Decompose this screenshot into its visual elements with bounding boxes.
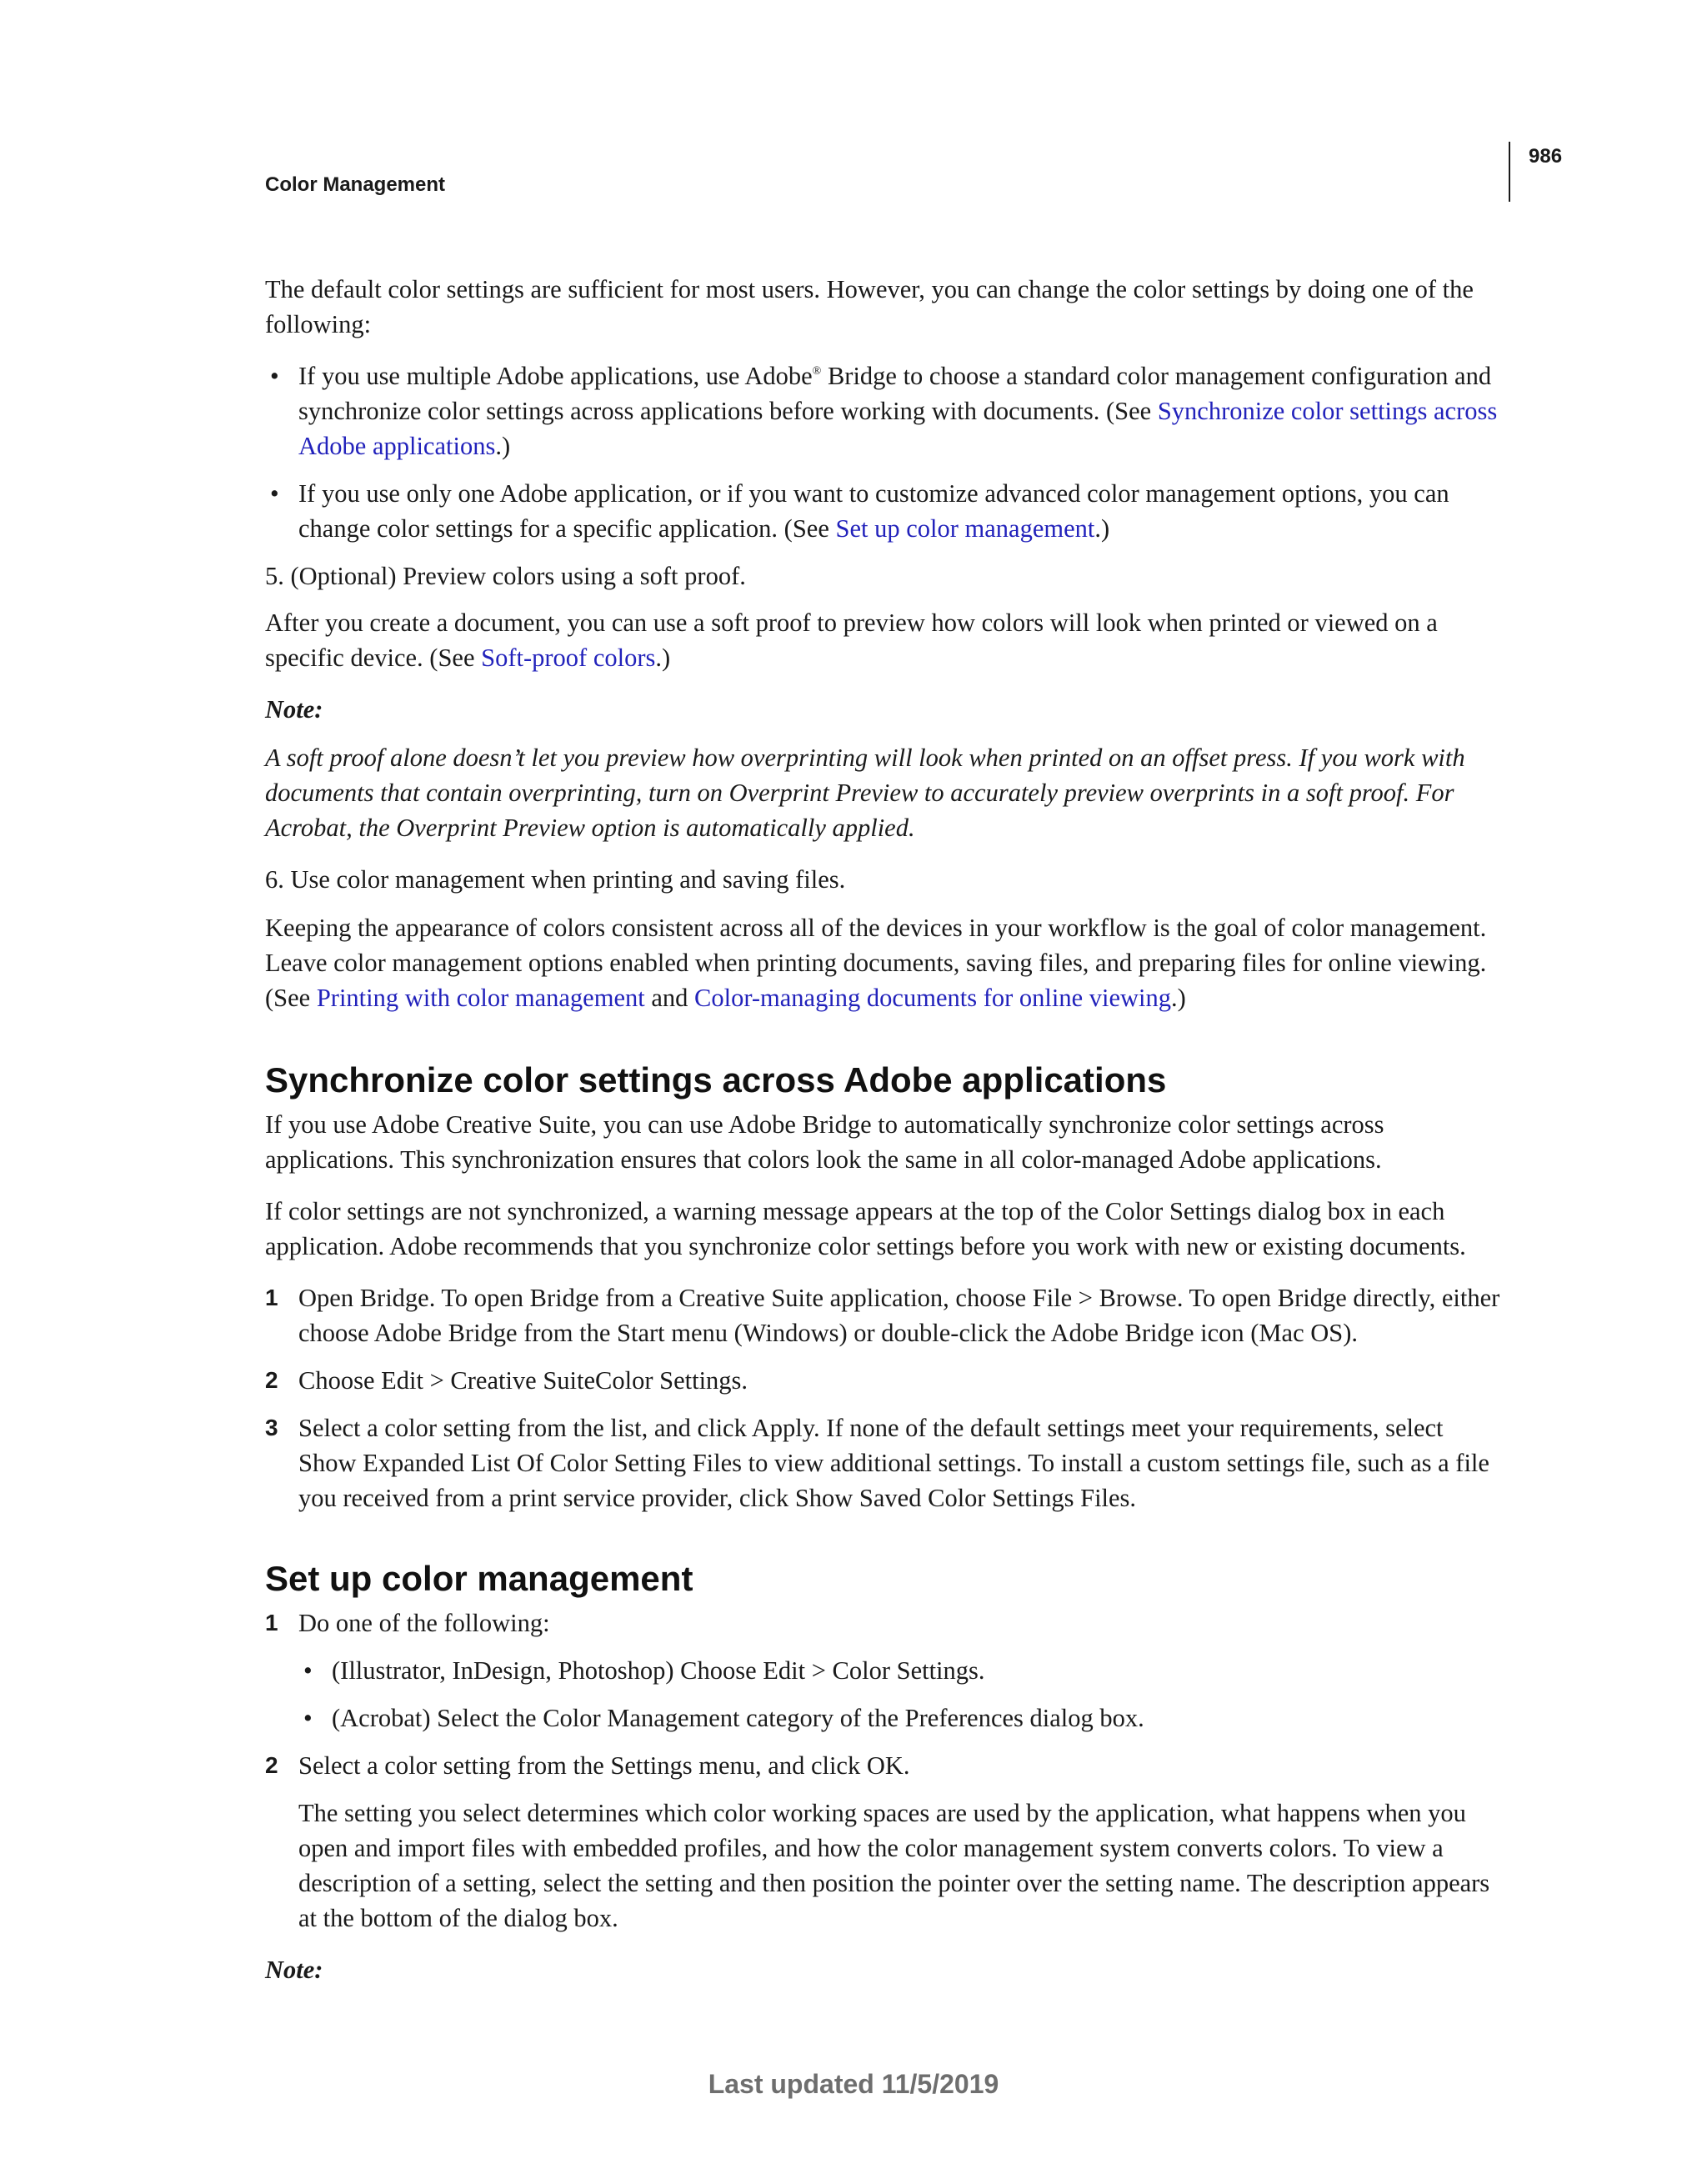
running-header-title: Color Management bbox=[265, 173, 446, 196]
list-item-text: (Acrobat) Select the Color Management category of the Preferences dialog box. bbox=[332, 1704, 1144, 1732]
step-number: 3 bbox=[265, 1415, 278, 1440]
link-synchronize-color-settings[interactable]: Synchronize color settings across Adobe applications bbox=[298, 397, 1498, 460]
page-content bbox=[265, 272, 1507, 2004]
bullet-marker: • bbox=[303, 1704, 313, 1732]
step-text: Choose Edit > Creative SuiteColor Settings. bbox=[298, 1366, 748, 1395]
heading-set-up: Set up color management bbox=[265, 1559, 693, 1598]
step-number: 2 bbox=[265, 1752, 278, 1778]
link-set-up-color-management[interactable]: Set up color management bbox=[835, 514, 1095, 543]
step-number: 1 bbox=[265, 1285, 278, 1310]
list-item-text: If you use multiple Adobe applications, use Adobe® Bridge to choose a standard color management configuration and synchronize color settings across applications before working with documents. (See Synchronize color settings across Adobe applications.) bbox=[298, 362, 1498, 460]
bullet-marker: • bbox=[303, 1656, 313, 1685]
step-text: Open Bridge. To open Bridge from a Creative Suite application, choose File > Browse. To open Bridge directly, either choose Adobe Bridge from the Start menu (Windows) or double-click the Adobe Bridge icon (Mac OS). bbox=[298, 1284, 1500, 1347]
step-number: 2 bbox=[265, 1367, 278, 1393]
sync-paragraph-1: If you use Adobe Creative Suite, you can use Adobe Bridge to automatically synchronize color settings across applications. This synchronization ensures that colors look the same in all color-managed Adobe applications. bbox=[265, 1110, 1384, 1174]
note-text: A soft proof alone doesn’t let you preview how overprinting will look when printed on an offset press. If you work with documents that contain overprinting, turn on Overprint Preview to accurately preview overprints in a soft proof. For Acrobat, the Overprint Preview option is automatically applied. bbox=[265, 744, 1465, 842]
numbered-step bbox=[265, 1410, 1507, 1515]
step-text: Select a color setting from the Settings menu, and click OK. bbox=[298, 1751, 910, 1780]
page-number: 986 bbox=[1529, 145, 1563, 168]
footer-last-updated: Last updated 11/5/2019 bbox=[708, 2069, 999, 2099]
step-5: 5. (Optional) Preview colors using a soft proof. bbox=[265, 562, 746, 590]
soft-proof-paragraph: After you create a document, you can use a soft proof to preview how colors will look when printed or viewed on a specific device. (See Soft-proof colors.) bbox=[265, 609, 1438, 672]
bullet-marker: • bbox=[270, 479, 279, 508]
numbered-step bbox=[265, 1605, 1507, 1641]
heading-synchronize: Synchronize color settings across Adobe applications bbox=[265, 1060, 1167, 1100]
list-item bbox=[265, 1653, 1507, 1688]
step-text: Select a color setting from the list, and click Apply. If none of the default settings meet your requirements, select Show Expanded List Of Color Setting Files to view additional settings. To install a custom settings file, such as a file you received from a print service provider, click Show Saved Color Settings Files. bbox=[298, 1414, 1489, 1512]
sync-paragraph-2: If color settings are not synchronized, a warning message appears at the top of the Color Settings dialog box in each application. Adobe recommends that you synchronize color settings before you work with new or existing documents. bbox=[265, 1197, 1466, 1260]
bullet-marker: • bbox=[270, 362, 279, 390]
consistency-paragraph: Keeping the appearance of colors consistent across all of the devices in your workflow is the goal of color management. Leave color management options enabled when printing documents, saving files, and preparing files for online viewing. (See Printing with color management and Color-managing documents for online viewing.) bbox=[265, 914, 1487, 1012]
setting-description-paragraph: The setting you select determines which color working spaces are used by the application, what happens when you open and import files with embedded profiles, and how the color management system converts colors. To view a description of a setting, select the setting and then position the pointer over the setting name. The description appears at the bottom of the dialog box. bbox=[298, 1799, 1490, 1932]
intro-paragraph: The default color settings are sufficient for most users. However, you can change the color settings by doing one of the following: bbox=[265, 275, 1474, 338]
numbered-step bbox=[265, 1280, 1507, 1350]
step-number: 1 bbox=[265, 1610, 278, 1635]
list-item bbox=[265, 1701, 1507, 1736]
numbered-step bbox=[265, 1748, 1507, 1783]
numbered-step bbox=[265, 1363, 1507, 1398]
link-printing-with-color-management[interactable]: Printing with color management bbox=[316, 984, 645, 1012]
link-color-managing-online[interactable]: Color-managing documents for online viewing bbox=[694, 984, 1172, 1012]
list-item-text: (Illustrator, InDesign, Photoshop) Choose Edit > Color Settings. bbox=[332, 1656, 985, 1685]
list-item-text: If you use only one Adobe application, or if you want to customize advanced color management options, you can change color settings for a specific application. (See Set up color management.) bbox=[298, 479, 1449, 543]
note-label: Note: bbox=[265, 1956, 323, 1984]
list-item bbox=[265, 358, 1507, 463]
step-text: Do one of the following: bbox=[298, 1609, 550, 1637]
note-label: Note: bbox=[265, 695, 323, 724]
step-6: 6. Use color management when printing and saving files. bbox=[265, 865, 846, 894]
header-divider bbox=[1509, 142, 1510, 202]
link-soft-proof-colors[interactable]: Soft-proof colors bbox=[481, 644, 656, 672]
list-item bbox=[265, 476, 1507, 546]
